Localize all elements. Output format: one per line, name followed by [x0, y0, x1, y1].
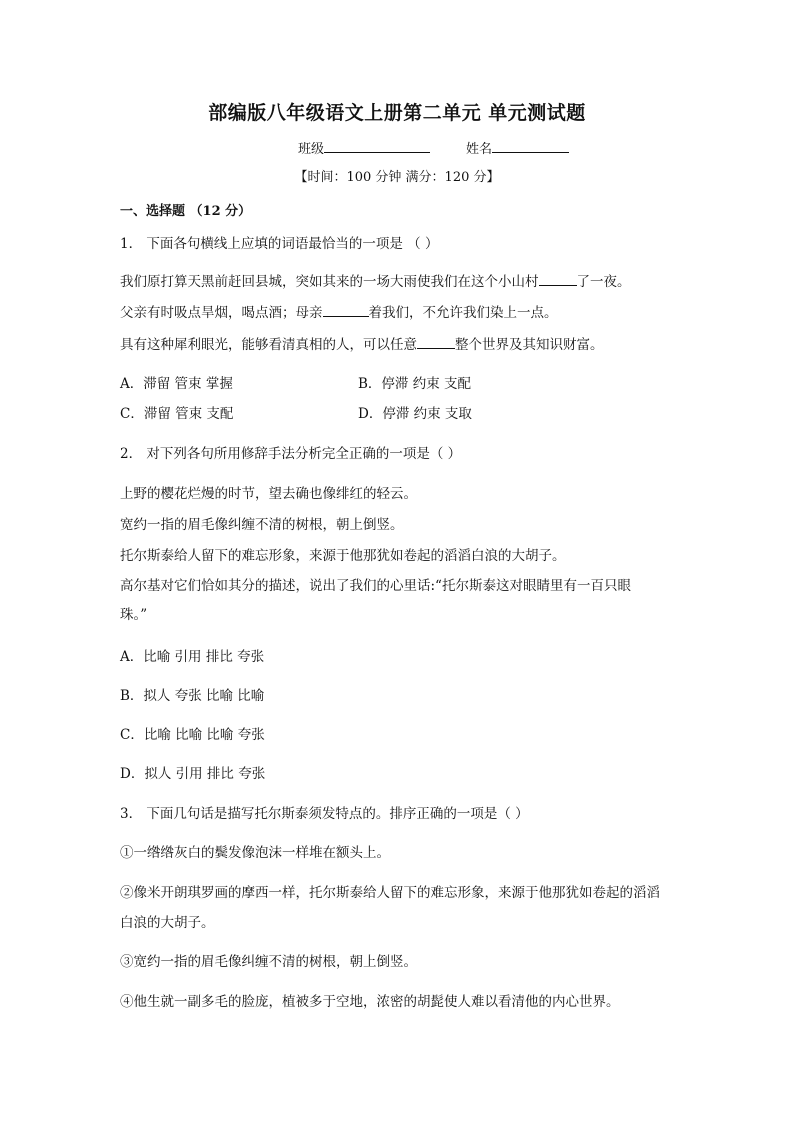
q1-s2-after: 着我们，不允许我们染上一点。: [368, 305, 558, 321]
q1-s3-after: 整个世界及其知识财富。: [455, 337, 604, 353]
page-title: 部编版八年级语文上册第二单元 单元测试题: [208, 102, 586, 124]
class-blank[interactable]: [324, 139, 430, 153]
q3-item-2-cont: 白浪的大胡子。: [120, 915, 215, 931]
class-label: 班级: [298, 142, 325, 157]
section-heading: 一、选择题 （12 分）: [120, 204, 252, 219]
q1-option-b[interactable]: B．停滞 约束 支配: [358, 376, 472, 392]
q1-s1-before: 我们原打算天黑前赶回县城，突如其来的一场大雨使我们在这个小山村: [120, 274, 539, 290]
q1-s3-before: 具有这种犀利眼光，能够看清真相的人，可以任意: [120, 337, 417, 353]
q2-option-a[interactable]: A．比喻 引用 排比 夸张: [120, 649, 265, 665]
q1-sentence-3: [120, 333, 604, 353]
class-field: [298, 138, 430, 157]
q1-sentence-2: [120, 301, 558, 321]
q2-sentence-4: 高尔基对它们恰如其分的描述，说出了我们的心里话:“托尔斯泰这对眼睛里有一百只眼: [120, 578, 631, 594]
name-blank[interactable]: [492, 139, 569, 153]
q3-stem: 3． 下面几句话是描写托尔斯泰须发特点的。排序正确的一项是（ ）: [120, 806, 529, 822]
q1-stem: 1． 下面各句横线上应填的词语最恰当的一项是 （ ）: [120, 236, 439, 252]
q2-sentence-3: 托尔斯泰给人留下的难忘形象，来源于他那犹如卷起的滔滔白浪的大胡子。: [120, 548, 566, 564]
q3-item-3: ③宽约一指的眉毛像纠缠不清的树根，朝上倒竖。: [120, 954, 417, 970]
q1-blank-3[interactable]: [417, 334, 455, 349]
q2-stem: 2． 对下列各句所用修辞手法分析完全正确的一项是（ ）: [120, 446, 462, 462]
q1-blank-2[interactable]: [323, 302, 369, 317]
q1-option-c[interactable]: C．滞留 管束 支配: [120, 406, 234, 422]
q1-s2-before: 父亲有时吸点旱烟，喝点酒；母亲: [120, 305, 323, 321]
q3-item-4: ④他生就一副多毛的脸庞，植被多于空地，浓密的胡髭使人难以看清他的内心世界。: [120, 994, 620, 1010]
name-field: [466, 138, 569, 157]
q1-option-d[interactable]: D．停滞 约束 支取: [358, 406, 472, 422]
name-label: 姓名: [466, 142, 493, 157]
q2-option-d[interactable]: D．拟人 引用 排比 夸张: [120, 766, 266, 782]
q3-item-2: ②像米开朗琪罗画的摩西一样，托尔斯泰给人留下的难忘形象，来源于他那犹如卷起的滔滔: [120, 885, 660, 901]
q1-sentence-1: [120, 270, 631, 290]
q2-sentence-2: 宽约一指的眉毛像纠缠不清的树根，朝上倒竖。: [120, 517, 404, 533]
exam-meta: 【时间：100 分钟 满分：120 分】: [294, 170, 500, 185]
q2-sentence-4-cont: 珠。”: [120, 607, 148, 623]
q2-option-b[interactable]: B．拟人 夸张 比喻 比喻: [120, 688, 265, 704]
q2-sentence-1: 上野的樱花烂熳的时节，望去确也像绯红的轻云。: [120, 486, 417, 502]
q1-option-a[interactable]: A．滞留 管束 掌握: [120, 376, 233, 392]
q3-item-1: ①一绺绺灰白的鬓发像泡沫一样堆在额头上。: [120, 845, 390, 861]
q1-s1-after: 了一夜。: [576, 274, 631, 290]
q1-blank-1[interactable]: [539, 271, 577, 286]
q2-option-c[interactable]: C．比喻 比喻 比喻 夸张: [120, 727, 265, 743]
